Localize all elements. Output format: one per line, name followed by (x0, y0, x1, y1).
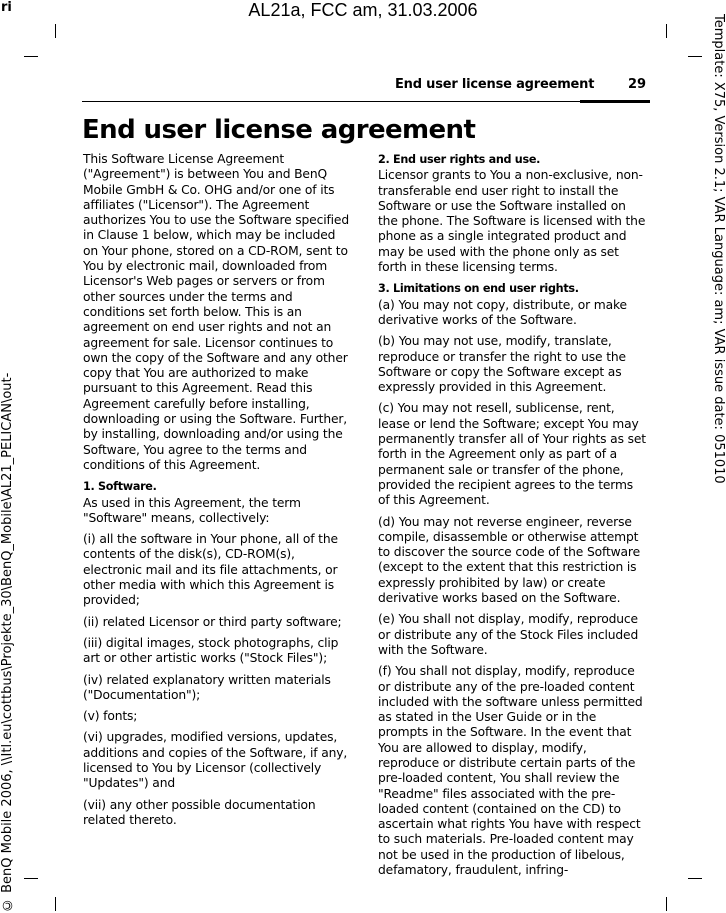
section-heading: 1. Software. (83, 480, 157, 494)
list-item: (d) You may not reverse engineer, reverse compile, disassemble or otherwise attempt to discover the source code of the Software (except to the extent that this restriction is expressly prohibited by law) or create derivative works based on the Software. (378, 514, 640, 606)
list-item: (i) all the software in Your phone, all of the contents of the disk(s), CD-ROM(s), electronic mail and its file attachments, or other media with which this Agreement is provided; (83, 532, 338, 608)
copyright-path-vertical: © BenQ Mobile 2006, \\Itl.eu\cottbus\Projekte_30\BenQ_Mobile\AL21_PELICAN\out- (0, 372, 15, 912)
crop-mark (666, 24, 667, 38)
header-rule-accent (580, 100, 650, 103)
intro-paragraph: This Software License Agreement ("Agreement") is between You and BenQ Mobile GmbH & Co. OHG and/or one of its affiliates ("Licensor"). The Agreement authorizes You to use the Software specified in Clause 1 below, which may be included on Your phone, stored on a CD-ROM, sent to You by electronic mail, downloaded from Licensor's Web pages or servers or from other sources under the terms and conditions set forth below. This is an agreement on end user rights and not an agreement for sale. Licensor continues to own the copy of the Software and any other copy that You are authorized to make pursuant to this Agreement. Read this Agreement carefully before installing, downloading or using the Software. Further, by installing, downloading and/or using the Software, You agree to the terms and conditions of this Agreement. (83, 152, 349, 472)
page-title: End user license agreement (82, 115, 476, 145)
right-column (378, 152, 648, 884)
header-rule (82, 101, 650, 102)
list-item: (vii) any other possible documentation related thereto. (83, 797, 316, 827)
list-item: (a) You may not copy, distribute, or make derivative works of the Software. (378, 297, 627, 327)
crop-mark (688, 56, 702, 57)
crop-mark (55, 24, 56, 38)
crop-mark (55, 897, 56, 911)
list-item: (ii) related Licensor or third party software; (83, 614, 342, 629)
crop-mark (24, 56, 38, 57)
print-stamp: AL21a, FCC am, 31.03.2006 (248, 0, 478, 20)
section-heading: 2. End user rights and use. (378, 153, 541, 166)
paragraph: Licensor grants to You a non-exclusive, non-transferable end user right to install the Software or use the Software installed on the phone. The Software is licensed with the phone as a single integrated product and may be used with the phone only as set forth in these licensing terms. (378, 168, 646, 275)
list-item: (e) You shall not display, modify, reproduce or distribute any of the Stock Files included with the Software. (378, 612, 639, 657)
running-header: End user license agreement (395, 77, 595, 92)
crop-mark (666, 897, 667, 911)
template-info-vertical: Template: X75, Version 2.1; VAR Language: am; VAR issue date: 051010 (711, 14, 726, 484)
list-item: (f) You shall not display, modify, reproduce or distribute any of the pre-loaded content included with the software unless permitted as stated in the User Guide or in the prompts in the Software. In the event that You are allowed to display, modify, reproduce or distribute certain parts of the pre-loaded content, You shall review the "Readme" files associated with the pre-loaded content (contained on the CD) to ascertain what rights You have with respect to such materials. Pre-loaded content may not be used in the production of libelous, defamatory, fraudulent, infring- (378, 664, 643, 878)
section-heading: 3. Limitations on end user rights. (378, 282, 579, 296)
corner-mark: ri (1, 0, 12, 15)
crop-mark (24, 878, 38, 879)
list-item: (iv) related explanatory written materials ("Documentation"); (83, 672, 331, 702)
list-item: (v) fonts; (83, 709, 138, 724)
page-number: 29 (628, 77, 647, 92)
list-item: (vi) upgrades, modified versions, updates, additions and copies of the Software, if any, licensed to You by Licensor (collectively "Updates") and (83, 730, 348, 791)
crop-mark (688, 878, 702, 879)
list-item: (iii) digital images, stock photographs, clip art or other artistic works ("Stock Files"); (83, 635, 339, 666)
left-column (83, 152, 353, 834)
paragraph: As used in this Agreement, the term "Software" means, collectively: (83, 495, 301, 525)
list-item: (c) You may not resell, sublicense, rent, lease or lend the Software; except You may permanently transfer all of Your rights as set forth in the Agreement only as part of a permanent sale or transfer of the phone, provided the recipient agrees to the terms of this Agreement. (378, 401, 646, 508)
list-item: (b) You may not use, modify, translate, reproduce or transfer the right to use the Software or copy the Software except as expressly provided in this Agreement. (378, 334, 626, 395)
